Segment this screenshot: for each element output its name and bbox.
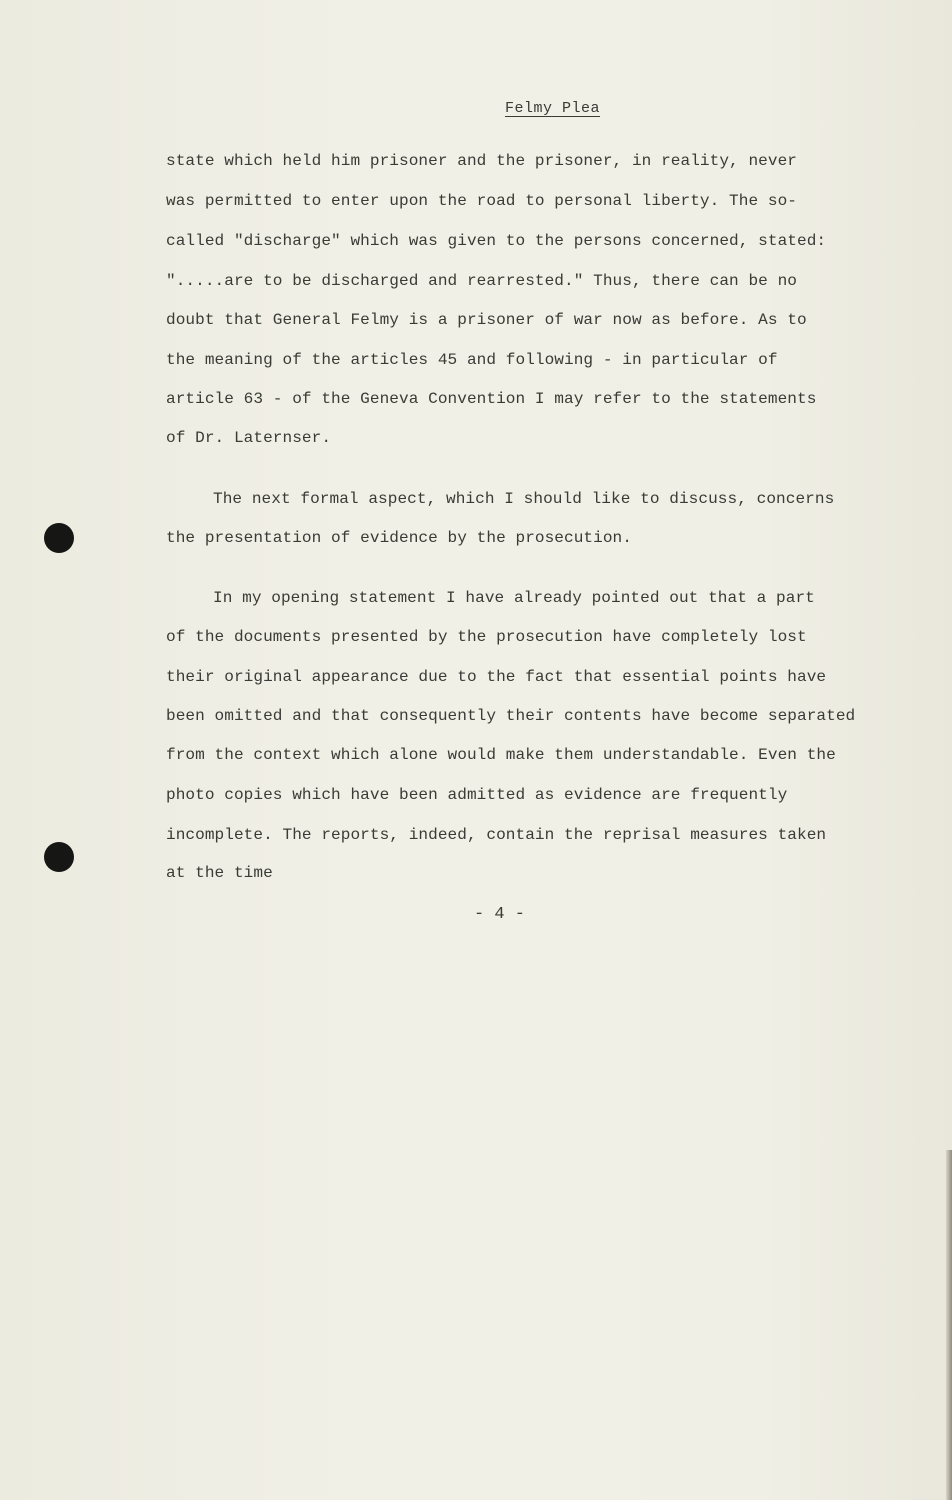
- text-line: of the documents presented by the prosecution have completely lost: [166, 628, 807, 646]
- text-line: doubt that General Felmy is a prisoner of war now as before. As to: [166, 311, 807, 329]
- page-number: - 4 -: [474, 905, 526, 924]
- text-line: incomplete. The reports, indeed, contain the reprisal measures taken: [166, 826, 827, 844]
- text-line: from the context which alone would make them understandable. Even the: [166, 746, 836, 764]
- text-line: The next formal aspect, which I should like to discuss, concerns: [213, 490, 835, 508]
- punch-hole: [44, 523, 74, 553]
- text-line: article 63 - of the Geneva Convention I may refer to the statements: [166, 390, 817, 408]
- text-line: In my opening statement I have already pointed out that a part: [213, 589, 815, 607]
- text-line: ".....are to be discharged and rearrested." Thus, there can be no: [166, 272, 798, 290]
- text-line: was permitted to enter upon the road to personal liberty. The so-: [166, 192, 798, 210]
- text-line: been omitted and that consequently their contents have become separated: [166, 707, 856, 725]
- text-line: their original appearance due to the fact that essential points have: [166, 668, 827, 686]
- text-line: of Dr. Laternser.: [166, 429, 332, 447]
- page-edge-shadow: [946, 1150, 952, 1500]
- text-line: photo copies which have been admitted as evidence are frequently: [166, 786, 788, 804]
- running-head: Felmy Plea: [505, 100, 601, 117]
- text-line: state which held him prisoner and the prisoner, in reality, never: [166, 152, 798, 170]
- text-line: the meaning of the articles 45 and following - in particular of: [166, 351, 778, 369]
- punch-hole: [44, 842, 74, 872]
- text-line: at the time: [166, 864, 273, 882]
- text-line: the presentation of evidence by the prosecution.: [166, 529, 632, 547]
- text-line: called "discharge" which was given to the persons concerned, stated:: [166, 232, 827, 250]
